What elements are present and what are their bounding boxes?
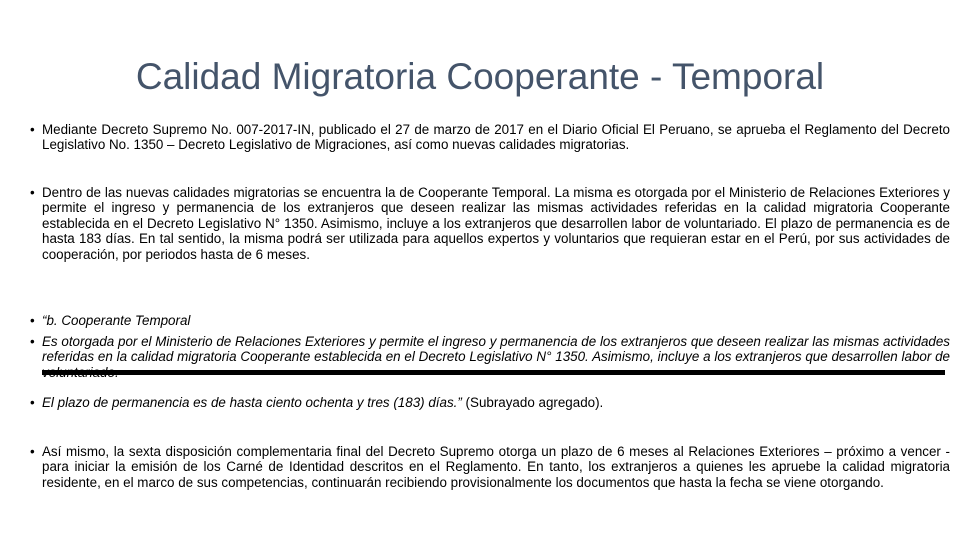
bullet-decreto-supremo	[30, 122, 950, 153]
bullet-text: Mediante Decreto Supremo No. 007-2017-IN, publicado el 27 de marzo de 2017 en el Diario Oficial El Peruano, se aprueba el Reglamento del Decreto Legislativo No. 1350 – Decreto Legislativo de Migraciones, así como nuevas calidades migratorias.	[42, 122, 950, 153]
slide-title: Calidad Migratoria Cooperante - Temporal	[135, 56, 825, 97]
bullet-text: Dentro de las nuevas calidades migratorias se encuentra la de Cooperante Temporal. La misma es otorgada por el Ministerio de Relaciones Exteriores y permite el ingreso y permanencia de los extranjeros que deseen realizar las mismas actividades referidas en la calidad migratoria Cooperante establecida en el Decreto Legislativo N° 1350. Asimismo, incluye a los extranjeros que desarrollen labor de voluntariado. El plazo de permanencia es de hasta 183 días. En tal sentido, la misma podrá ser utilizada para aquellos expertos y voluntarios que requieran estar en el Perú, por sus actividades de cooperación, por periodos hasta de 6 meses.	[42, 185, 950, 262]
bullet-text: Es otorgada por el Ministerio de Relaciones Exteriores y permite el ingreso y permanencia de los extranjeros que deseen realizar las mismas actividades referidas en la calidad migratoria Cooperante establecida en el Decreto Legislativo N° 1350. Asimismo, incluye a los extranjeros que desarrollen labor de	[42, 334, 950, 365]
bullet-text: Así mismo, la sexta disposición complementaria final del Decreto Supremo otorga un plazo de 6 meses al Relaciones Exteriores – próximo a vencer - para iniciar la emisión de los Carné de Identidad descritos en el Reglamento. En tanto, los extranjeros a quienes les apruebe la calidad migratoria residente, en el marco de sus competencias, continuarán recibiendo provisionalmente los documentos que hasta la fecha se viene otorgando.	[42, 444, 950, 490]
bullet-quote-plazo	[30, 395, 950, 410]
bullet-nuevas-calidades	[30, 185, 950, 262]
bullet-sexta-disposicion	[30, 444, 950, 490]
bullet-marker: •	[30, 395, 35, 410]
quote-note-text: (Subrayado agregado).	[461, 395, 604, 410]
quote-italic-text: El plazo de permanencia es de hasta ciento ochenta y tres (183) días.”	[42, 395, 462, 410]
highlight-bar	[42, 370, 945, 375]
bullet-text: “b. Cooperante Temporal	[42, 313, 191, 328]
bullet-text	[42, 395, 950, 410]
bullet-marker: •	[30, 334, 35, 349]
bullet-marker: •	[30, 444, 35, 459]
bullet-marker: •	[30, 122, 35, 137]
bullet-quote-heading	[30, 313, 950, 328]
bullet-marker: •	[30, 313, 35, 328]
bullet-marker: •	[30, 185, 35, 200]
